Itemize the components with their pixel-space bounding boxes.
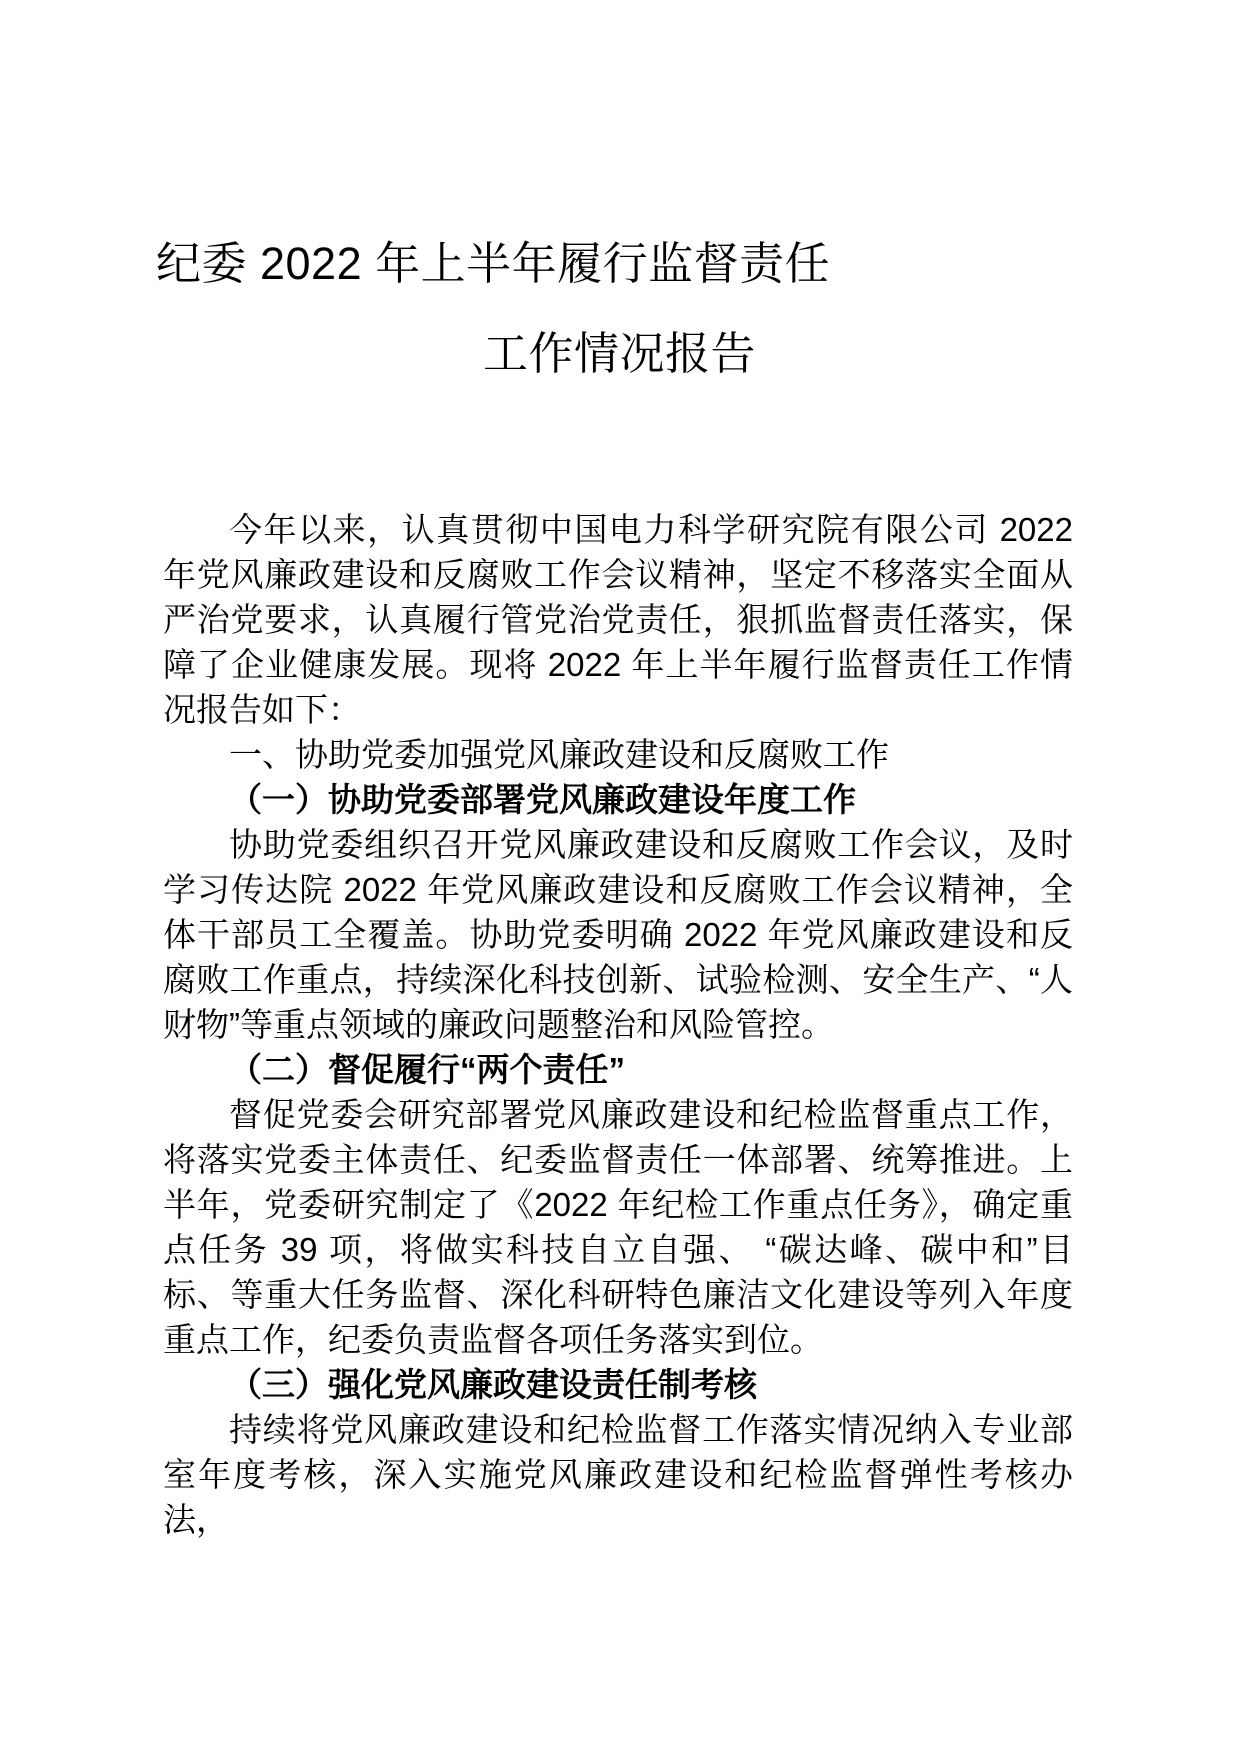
- section-heading: （一）协助党委部署党风廉政建设年度工作: [229, 781, 856, 818]
- section-heading: （三）强化党风廉政建设责任制考核: [229, 1366, 757, 1403]
- section-heading: （二）督促履行“两个责任”: [229, 1051, 625, 1088]
- section-heading: 一、协助党委加强党风廉政建设和反腐败工作: [229, 736, 889, 773]
- document-title-line1: 纪委 2022 年上半年履行监督责任: [156, 238, 831, 289]
- document-body: [163, 507, 1073, 1542]
- paragraph: 持续将党风廉政建设和纪检监督工作落实情况纳入专业部室年度考核，深入实施党风廉政建设和纪检监督弹性考核办法，: [163, 1411, 1073, 1538]
- paragraph: 今年以来，认真贯彻中国电力科学研究院有限公司 2022 年党风廉政建设和反腐败工作会议精神，坚定不移落实全面从严治党要求，认真履行管党治党责任，狠抓监督责任落实，保障了企业健康发展。现将 2022 年上半年履行监督责任工作情况报告如下：: [163, 511, 1073, 728]
- document-title-line2: 工作情况报告: [483, 328, 757, 379]
- paragraph: 协助党委组织召开党风廉政建设和反腐败工作会议，及时学习传达院 2022 年党风廉政建设和反腐败工作会议精神，全体干部员工全覆盖。协助党委明确 2022 年党风廉政建设和反腐败工作重点，持续深化科技创新、试验检测、安全生产、“人财物”等重点领域的廉政问题整治和风险管控。: [163, 826, 1073, 1043]
- paragraph: 督促党委会研究部署党风廉政建设和纪检监督重点工作，将落实党委主体责任、纪委监督责任一体部署、统筹推进。上半年，党委研究制定了《2022 年纪检工作重点任务》，确定重点任务 39 项，将做实科技自立自强、 “碳达峰、碳中和”目标、等重大任务监督、深化科研特色廉洁文化建设等列入年度重点工作，纪委负责监督各项任务落实到位。: [163, 1096, 1073, 1358]
